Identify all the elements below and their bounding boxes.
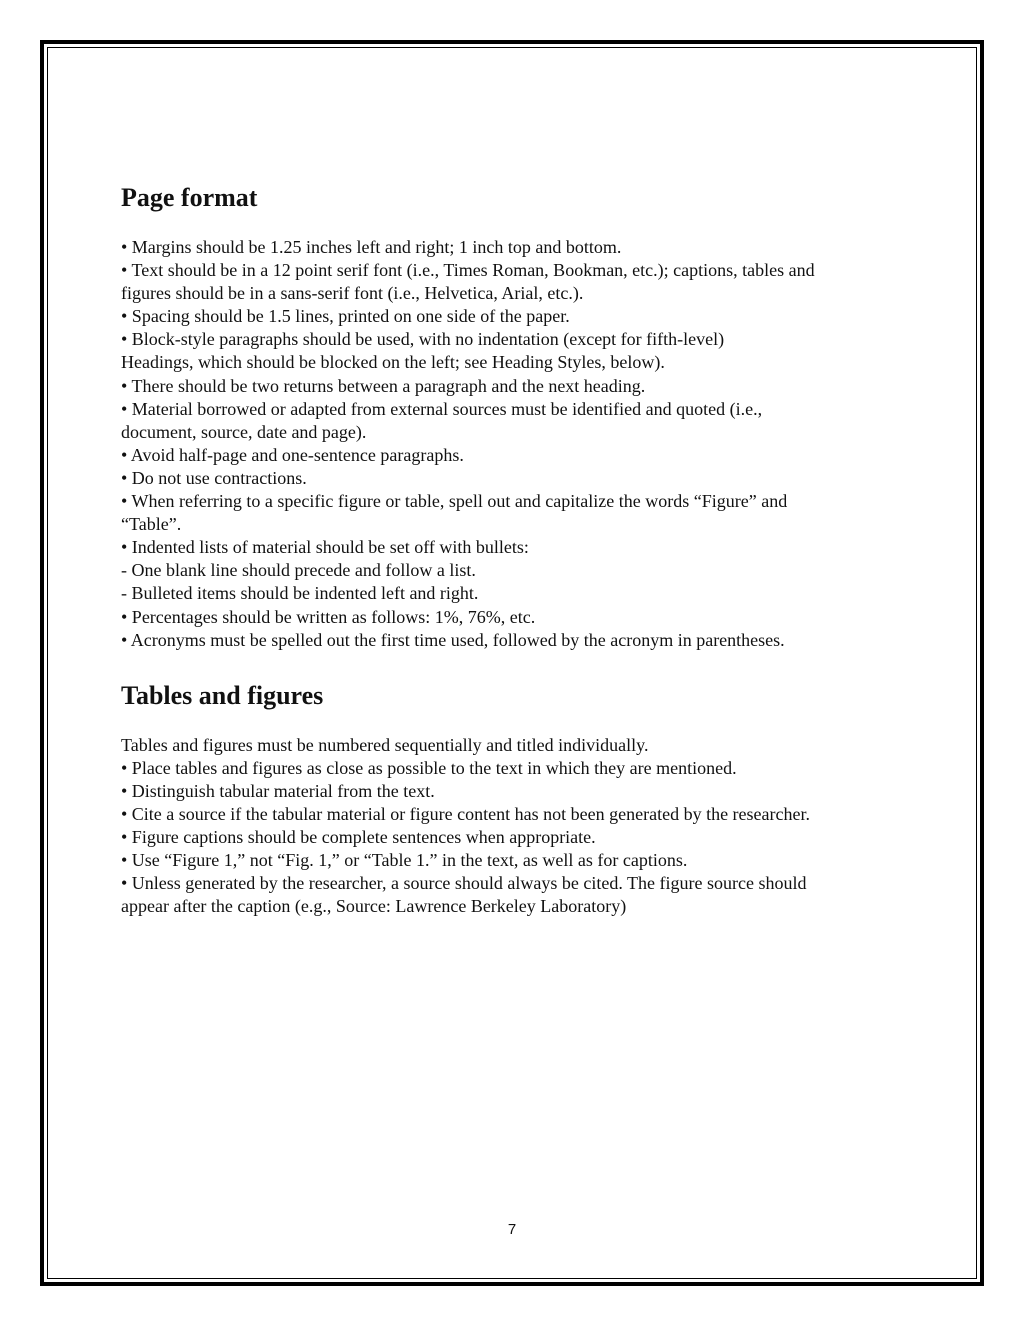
text-line: Headings, which should be blocked on the left; see Heading Styles, below). [121, 352, 665, 373]
text-line: • Do not use contractions. [121, 467, 307, 488]
text-line: • Percentages should be written as follows: 1%, 76%, etc. [121, 606, 536, 627]
text-line: • Figure captions should be complete sentences when appropriate. [121, 827, 596, 848]
document-body [121, 180, 911, 918]
text-line: figures should be in a sans-serif font (i.e., Helvetica, Arial, etc.). [121, 283, 584, 304]
text-line: • Text should be in a 12 point serif font (i.e., Times Roman, Bookman, etc.); captions, tables and [121, 260, 815, 281]
page-number: 7 [507, 1221, 517, 1238]
text-line: • Cite a source if the tabular material or figure content has not been generated by the researcher. [121, 803, 811, 824]
section-heading: Page format [121, 183, 258, 212]
text-line: • When referring to a specific figure or table, spell out and capitalize the words “Figure” and [121, 491, 788, 512]
text-line: “Table”. [121, 514, 182, 535]
text-line: - Bulleted items should be indented left and right. [121, 583, 479, 604]
text-line: • Use “Figure 1,” not “Fig. 1,” or “Table 1.” in the text, as well as for captions. [121, 850, 688, 871]
text-line: • Acronyms must be spelled out the first time used, followed by the acronym in parentheses. [121, 629, 785, 650]
text-line: • Block-style paragraphs should be used, with no indentation (except for fifth-level) [121, 329, 725, 350]
text-line: appear after the caption (e.g., Source: Lawrence Berkeley Laboratory) [121, 896, 627, 917]
text-line: • Margins should be 1.25 inches left and right; 1 inch top and bottom. [121, 237, 622, 257]
text-line: • There should be two returns between a paragraph and the next heading. [121, 375, 646, 396]
text-line: • Spacing should be 1.5 lines, printed on one side of the paper. [121, 306, 570, 327]
text-line: • Place tables and figures as close as possible to the text in which they are mentioned. [121, 757, 737, 778]
text-line: • Unless generated by the researcher, a source should always be cited. The figure source should [121, 873, 807, 894]
section-lines [121, 236, 911, 652]
text-line: • Indented lists of material should be set off with bullets: [121, 537, 529, 558]
section-tables-and-figures [121, 678, 911, 919]
text-line: • Avoid half-page and one-sentence paragraphs. [121, 444, 464, 465]
text-line: • Material borrowed or adapted from external sources must be identified and quoted (i.e., [121, 398, 763, 419]
section-heading: Tables and figures [121, 680, 324, 710]
text-line: document, source, date and page). [121, 421, 367, 442]
section-lines [121, 734, 911, 919]
text-line: - One blank line should precede and follow a list. [121, 560, 476, 581]
text-line: • Distinguish tabular material from the text. [121, 780, 435, 801]
text-line: Tables and figures must be numbered sequentially and titled individually. [121, 734, 649, 755]
section-page-format [121, 180, 911, 652]
